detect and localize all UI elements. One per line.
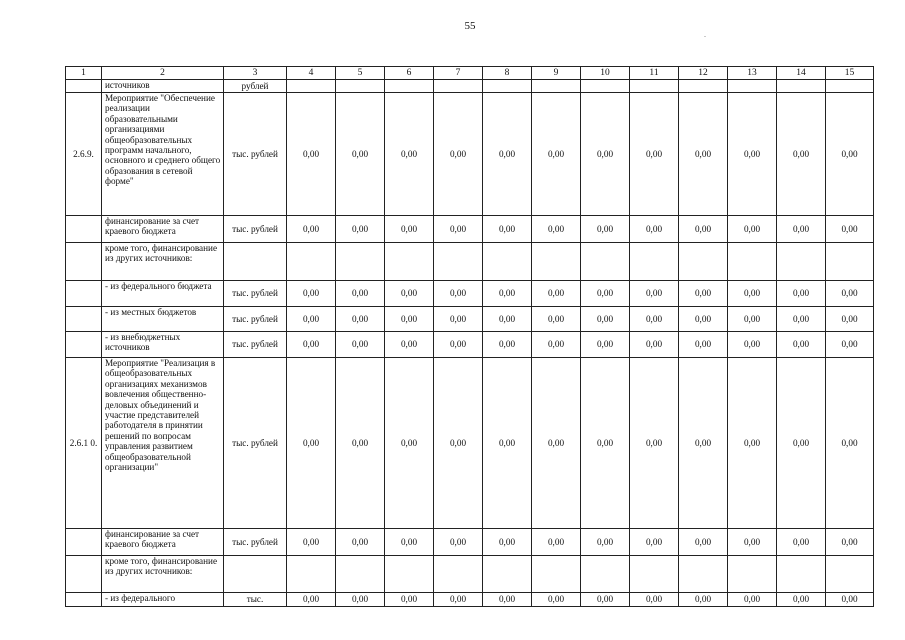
value-cell: 0,00 xyxy=(679,281,728,307)
column-header: 7 xyxy=(434,67,483,80)
value-cell: 0,00 xyxy=(826,332,874,358)
value-cell: 0,00 xyxy=(287,216,336,243)
value-cell: 0,00 xyxy=(679,529,728,556)
value-cell: 0,00 xyxy=(336,529,385,556)
value-cell xyxy=(532,556,581,593)
value-cell xyxy=(630,556,679,593)
value-cell: 0,00 xyxy=(434,332,483,358)
value-cell: 0,00 xyxy=(483,358,532,529)
row-code xyxy=(66,529,102,556)
value-cell xyxy=(826,80,874,93)
row-label: - из федерального xyxy=(102,593,224,607)
value-cell xyxy=(532,80,581,93)
value-cell: 0,00 xyxy=(532,307,581,332)
row-label: финансирование за счет краевого бюджета xyxy=(102,216,224,243)
value-cell: 0,00 xyxy=(385,593,434,607)
value-cell: 0,00 xyxy=(581,358,630,529)
value-cell: 0,00 xyxy=(336,216,385,243)
row-code xyxy=(66,332,102,358)
value-cell: 0,00 xyxy=(483,529,532,556)
value-cell: 0,00 xyxy=(826,281,874,307)
table-row xyxy=(66,243,874,281)
value-cell: 0,00 xyxy=(728,281,777,307)
value-cell xyxy=(679,556,728,593)
value-cell xyxy=(385,80,434,93)
row-unit: рублей xyxy=(224,80,287,93)
value-cell: 0,00 xyxy=(287,93,336,216)
value-cell: 0,00 xyxy=(728,332,777,358)
value-cell xyxy=(679,80,728,93)
value-cell: 0,00 xyxy=(777,281,826,307)
value-cell: 0,00 xyxy=(385,332,434,358)
row-code: 2.6.1 0. xyxy=(66,358,102,529)
row-label: - из местных бюджетов xyxy=(102,307,224,332)
value-cell: 0,00 xyxy=(336,93,385,216)
value-cell xyxy=(581,80,630,93)
value-cell xyxy=(483,80,532,93)
value-cell: 0,00 xyxy=(630,216,679,243)
table-row xyxy=(66,593,874,607)
value-cell xyxy=(483,243,532,281)
value-cell: 0,00 xyxy=(287,332,336,358)
value-cell xyxy=(630,243,679,281)
value-cell: 0,00 xyxy=(777,332,826,358)
value-cell: 0,00 xyxy=(630,281,679,307)
value-cell: 0,00 xyxy=(385,216,434,243)
value-cell: 0,00 xyxy=(434,93,483,216)
column-header: 13 xyxy=(728,67,777,80)
value-cell xyxy=(532,243,581,281)
value-cell xyxy=(581,556,630,593)
value-cell: 0,00 xyxy=(287,307,336,332)
table-row xyxy=(66,281,874,307)
value-cell: 0,00 xyxy=(287,529,336,556)
row-unit: тыс. рублей xyxy=(224,358,287,529)
value-cell: 0,00 xyxy=(581,332,630,358)
value-cell: 0,00 xyxy=(434,529,483,556)
value-cell: 0,00 xyxy=(385,307,434,332)
value-cell: 0,00 xyxy=(777,529,826,556)
value-cell: 0,00 xyxy=(728,358,777,529)
value-cell xyxy=(679,243,728,281)
column-header: 3 xyxy=(224,67,287,80)
value-cell xyxy=(777,243,826,281)
value-cell: 0,00 xyxy=(826,593,874,607)
row-unit: тыс. рублей xyxy=(224,529,287,556)
value-cell: 0,00 xyxy=(434,307,483,332)
row-label: - из внебюджетных источников xyxy=(102,332,224,358)
column-header: 4 xyxy=(287,67,336,80)
value-cell xyxy=(777,80,826,93)
value-cell: 0,00 xyxy=(483,93,532,216)
value-cell: 0,00 xyxy=(581,216,630,243)
value-cell: 0,00 xyxy=(287,281,336,307)
row-code xyxy=(66,307,102,332)
value-cell: 0,00 xyxy=(336,593,385,607)
value-cell: 0,00 xyxy=(434,281,483,307)
value-cell: 0,00 xyxy=(532,358,581,529)
value-cell: 0,00 xyxy=(826,216,874,243)
value-cell: 0,00 xyxy=(385,529,434,556)
value-cell: 0,00 xyxy=(630,593,679,607)
row-label: Мероприятие "Обеспечение реализации образовательными организациями общеобразовательных программ начального, основного и среднего общего образования в сетевой форме" xyxy=(102,93,224,216)
value-cell: 0,00 xyxy=(728,307,777,332)
value-cell: 0,00 xyxy=(385,358,434,529)
value-cell: 0,00 xyxy=(385,93,434,216)
column-header: 10 xyxy=(581,67,630,80)
row-code xyxy=(66,216,102,243)
row-label: финансирование за счет краевого бюджета xyxy=(102,529,224,556)
row-code xyxy=(66,80,102,93)
value-cell: 0,00 xyxy=(287,358,336,529)
column-header: 12 xyxy=(679,67,728,80)
value-cell: 0,00 xyxy=(581,93,630,216)
row-unit: тыс. рублей xyxy=(224,93,287,216)
value-cell: 0,00 xyxy=(777,307,826,332)
value-cell xyxy=(434,80,483,93)
value-cell: 0,00 xyxy=(532,216,581,243)
value-cell xyxy=(826,556,874,593)
value-cell: 0,00 xyxy=(532,281,581,307)
row-code: 2.6.9. xyxy=(66,93,102,216)
value-cell xyxy=(728,80,777,93)
value-cell xyxy=(287,556,336,593)
value-cell: 0,00 xyxy=(385,281,434,307)
row-label: Мероприятие "Реализация в общеобразовательных организациях механизмов вовлечения общественно-деловых объединений и участие представителей работодателя в принятии решений по вопросам управления развитием общеобразовательной организации" xyxy=(102,358,224,529)
value-cell: 0,00 xyxy=(336,332,385,358)
value-cell xyxy=(287,243,336,281)
value-cell: 0,00 xyxy=(287,593,336,607)
value-cell: 0,00 xyxy=(728,93,777,216)
value-cell xyxy=(826,243,874,281)
value-cell xyxy=(728,243,777,281)
column-header: 9 xyxy=(532,67,581,80)
row-label: кроме того, финансирование из других источников: xyxy=(102,243,224,281)
column-header: 15 xyxy=(826,67,874,80)
value-cell: 0,00 xyxy=(336,307,385,332)
budget-table xyxy=(65,66,874,607)
value-cell xyxy=(336,80,385,93)
column-header: 8 xyxy=(483,67,532,80)
value-cell: 0,00 xyxy=(434,593,483,607)
row-unit: тыс. рублей xyxy=(224,281,287,307)
value-cell: 0,00 xyxy=(630,93,679,216)
value-cell: 0,00 xyxy=(679,307,728,332)
value-cell xyxy=(581,243,630,281)
value-cell: 0,00 xyxy=(532,332,581,358)
value-cell: 0,00 xyxy=(532,593,581,607)
row-unit: тыс. рублей xyxy=(224,332,287,358)
row-unit: тыс. xyxy=(224,593,287,607)
row-unit: тыс. рублей xyxy=(224,307,287,332)
value-cell: 0,00 xyxy=(434,358,483,529)
table-row xyxy=(66,358,874,529)
value-cell: 0,00 xyxy=(336,358,385,529)
value-cell xyxy=(336,243,385,281)
value-cell: 0,00 xyxy=(777,358,826,529)
value-cell: 0,00 xyxy=(826,529,874,556)
value-cell: 0,00 xyxy=(777,93,826,216)
value-cell xyxy=(728,556,777,593)
row-unit xyxy=(224,243,287,281)
row-code xyxy=(66,281,102,307)
value-cell xyxy=(336,556,385,593)
value-cell: 0,00 xyxy=(777,593,826,607)
value-cell: 0,00 xyxy=(679,216,728,243)
value-cell: 0,00 xyxy=(777,216,826,243)
column-header: 1 xyxy=(66,67,102,80)
value-cell: 0,00 xyxy=(679,358,728,529)
row-unit xyxy=(224,556,287,593)
value-cell: 0,00 xyxy=(336,281,385,307)
value-cell xyxy=(434,243,483,281)
row-code xyxy=(66,593,102,607)
value-cell xyxy=(385,556,434,593)
column-header: 11 xyxy=(630,67,679,80)
value-cell: 0,00 xyxy=(581,307,630,332)
value-cell: 0,00 xyxy=(728,593,777,607)
value-cell: 0,00 xyxy=(581,281,630,307)
value-cell: 0,00 xyxy=(728,216,777,243)
value-cell: 0,00 xyxy=(630,332,679,358)
row-code xyxy=(66,556,102,593)
value-cell xyxy=(385,243,434,281)
table-row xyxy=(66,556,874,593)
value-cell xyxy=(483,556,532,593)
value-cell: 0,00 xyxy=(630,358,679,529)
value-cell: 0,00 xyxy=(483,307,532,332)
value-cell: 0,00 xyxy=(483,332,532,358)
column-header: 6 xyxy=(385,67,434,80)
value-cell: 0,00 xyxy=(826,307,874,332)
page-number: 55 xyxy=(464,20,476,32)
value-cell xyxy=(434,556,483,593)
value-cell: 0,00 xyxy=(728,529,777,556)
value-cell: 0,00 xyxy=(630,529,679,556)
value-cell: 0,00 xyxy=(581,529,630,556)
value-cell: 0,00 xyxy=(826,93,874,216)
value-cell: 0,00 xyxy=(483,281,532,307)
value-cell: 0,00 xyxy=(434,216,483,243)
row-unit: тыс. рублей xyxy=(224,216,287,243)
value-cell xyxy=(287,80,336,93)
value-cell: 0,00 xyxy=(679,93,728,216)
row-code xyxy=(66,243,102,281)
column-header: 2 xyxy=(102,67,224,80)
table-row xyxy=(66,216,874,243)
scan-mark: . xyxy=(704,30,706,39)
row-label: - из федерального бюджета xyxy=(102,281,224,307)
value-cell: 0,00 xyxy=(532,529,581,556)
table-row xyxy=(66,529,874,556)
table-row xyxy=(66,93,874,216)
table-row xyxy=(66,80,874,93)
table-row xyxy=(66,332,874,358)
column-header: 14 xyxy=(777,67,826,80)
value-cell: 0,00 xyxy=(532,93,581,216)
column-header: 5 xyxy=(336,67,385,80)
value-cell: 0,00 xyxy=(483,593,532,607)
row-label: кроме того, финансирование из других источников: xyxy=(102,556,224,593)
value-cell xyxy=(777,556,826,593)
table-row xyxy=(66,307,874,332)
value-cell: 0,00 xyxy=(826,358,874,529)
value-cell: 0,00 xyxy=(630,307,679,332)
value-cell: 0,00 xyxy=(679,332,728,358)
value-cell xyxy=(630,80,679,93)
row-label: источников xyxy=(102,80,224,93)
value-cell: 0,00 xyxy=(679,593,728,607)
value-cell: 0,00 xyxy=(483,216,532,243)
value-cell: 0,00 xyxy=(581,593,630,607)
header-row xyxy=(66,67,874,80)
